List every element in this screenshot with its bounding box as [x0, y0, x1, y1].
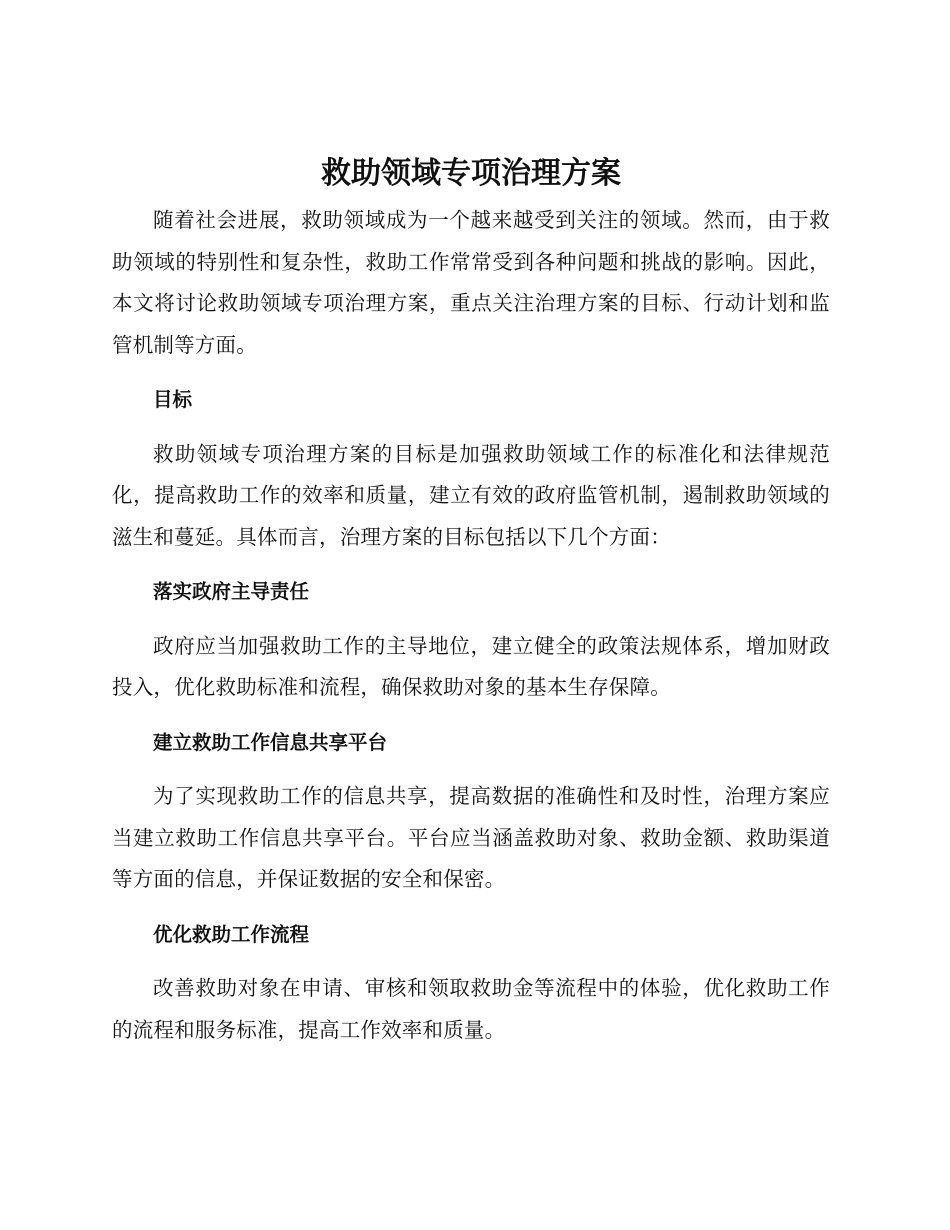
- spacer: [112, 901, 830, 914]
- spacer: [112, 366, 830, 379]
- spacer: [112, 955, 830, 968]
- section-body-goal: 救助领域专项治理方案的目标是加强救助领域工作的标准化和法律规范化，提高救助工作的效率和质量，建立有效的政府监管机制，遏制救助领域的滋生和蔓延。具体而言，治理方案的目标包括以下几个方面：: [112, 441, 830, 549]
- intro-paragraph: 随着社会进展，救助领域成为一个越来越受到关注的领域。然而，由于救助领域的特别性和复杂性，救助工作常常受到各种问题和挑战的影响。因此，本文将讨论救助领域专项治理方案，重点关注治理方案的目标、行动计划和监管机制等方面。: [112, 208, 830, 357]
- spacer: [112, 558, 830, 571]
- section-heading-government-responsibility: 落实政府主导责任: [152, 580, 309, 603]
- section-heading-optimize-workflow: 优化救助工作流程: [152, 922, 309, 946]
- section-heading-info-sharing-platform: 建立救助工作信息共享平台: [152, 730, 387, 754]
- document-page: [112, 148, 830, 1051]
- spacer: [112, 763, 830, 776]
- spacer: [112, 709, 830, 722]
- section-heading-goal: 目标: [152, 388, 192, 411]
- spacer: [112, 421, 830, 434]
- section-body-government-responsibility: 政府应当加强救助工作的主导地位，建立健全的政策法规体系，增加财政投入，优化救助标准和流程，确保救助对象的基本生存保障。: [112, 633, 830, 699]
- spacer: [112, 613, 830, 626]
- section-body-optimize-workflow: 改善救助对象在申请、审核和领取救助金等流程中的体验，优化救助工作的流程和服务标准，提高工作效率和质量。: [112, 976, 830, 1042]
- section-body-info-sharing-platform: 为了实现救助工作的信息共享，提高数据的准确性和及时性，治理方案应当建立救助工作信息共享平台。平台应当涵盖救助对象、救助金额、救助渠道等方面的信息，并保证数据的安全和保密。: [112, 784, 830, 891]
- document-title: 救助领域专项治理方案: [321, 156, 621, 191]
